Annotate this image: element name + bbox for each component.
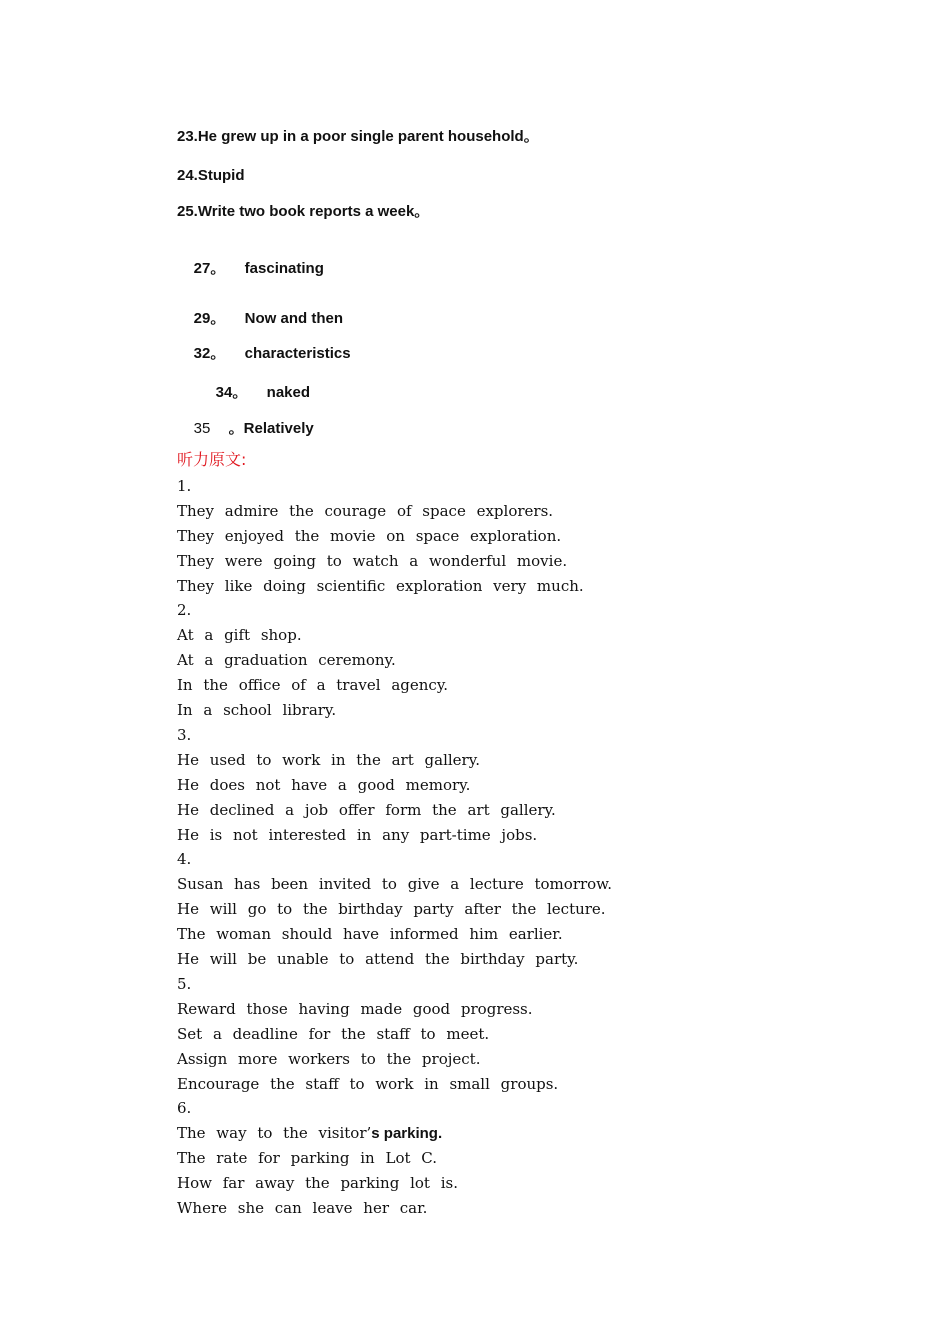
q3-option-d: He is not interested in any part-time jobs. (177, 826, 538, 844)
q1-number: 1. (177, 477, 192, 495)
answer-27 (177, 242, 324, 296)
q3-option-c: He declined a job offer form the art gallery. (177, 801, 556, 819)
q2-option-d: In a school library. (177, 701, 337, 719)
answer-35-number: 35 (193, 420, 211, 437)
answer-27-text: fascinating (244, 260, 324, 277)
answer-23: 23.He grew up in a poor single parent household。 (177, 128, 539, 145)
answer-29-number: 29。 (193, 310, 226, 327)
q5-option-c: Assign more workers to the project. (177, 1050, 481, 1068)
q3-option-a: He used to work in the art gallery. (177, 751, 480, 769)
q4-option-d: He will be unable to attend the birthday party. (177, 950, 579, 968)
q3-number: 3. (177, 726, 192, 744)
q4-option-b: He will go to the birthday party after the lecture. (177, 900, 606, 918)
answer-34-text: naked (266, 384, 311, 401)
q4-option-c: The woman should have informed him earlier. (177, 925, 563, 943)
q6-option-d: Where she can leave her car. (177, 1199, 428, 1217)
answer-27-number: 27。 (193, 260, 226, 277)
q6-option-b: The rate for parking in Lot C. (177, 1149, 437, 1167)
transcript-heading: 听力原文: (177, 450, 247, 469)
q3-option-b: He does not have a good memory. (177, 776, 471, 794)
q6-option-c: How far away the parking lot is. (177, 1174, 458, 1192)
answer-32-number: 32。 (193, 345, 226, 362)
q2-number: 2. (177, 601, 192, 619)
q4-number: 4. (177, 850, 192, 868)
q2-option-a: At a gift shop. (177, 626, 302, 644)
q6-option-a (177, 1123, 442, 1144)
answer-32-text: characteristics (244, 345, 351, 362)
q6-number: 6. (177, 1099, 192, 1117)
answer-24: 24.Stupid (177, 167, 245, 184)
q5-option-b: Set a deadline for the staff to meet. (177, 1025, 490, 1043)
q2-option-c: In the office of a travel agency. (177, 676, 449, 694)
q5-number: 5. (177, 975, 192, 993)
q6-option-a-tail: s parking. (371, 1125, 443, 1142)
answer-35-text: 。Relatively (228, 420, 314, 437)
answer-25: 25.Write two book reports a week。 (177, 203, 430, 220)
answer-35 (177, 402, 314, 456)
q5-option-d: Encourage the staff to work in small groups. (177, 1075, 559, 1093)
q2-option-b: At a graduation ceremony. (177, 651, 396, 669)
q1-option-c: They were going to watch a wonderful movie. (177, 552, 568, 570)
q1-option-b: They enjoyed the movie on space exploration. (177, 527, 562, 545)
q5-option-a: Reward those having made good progress. (177, 1000, 533, 1018)
answer-34-number: 34。 (215, 384, 248, 401)
q6-option-a-main: The way to the visitor’ (177, 1124, 372, 1142)
q1-option-a: They admire the courage of space explorers. (177, 502, 554, 520)
q1-option-d: They like doing scientific exploration very much. (177, 577, 584, 595)
answer-29-text: Now and then (244, 310, 343, 327)
q4-option-a: Susan has been invited to give a lecture tomorrow. (177, 875, 613, 893)
